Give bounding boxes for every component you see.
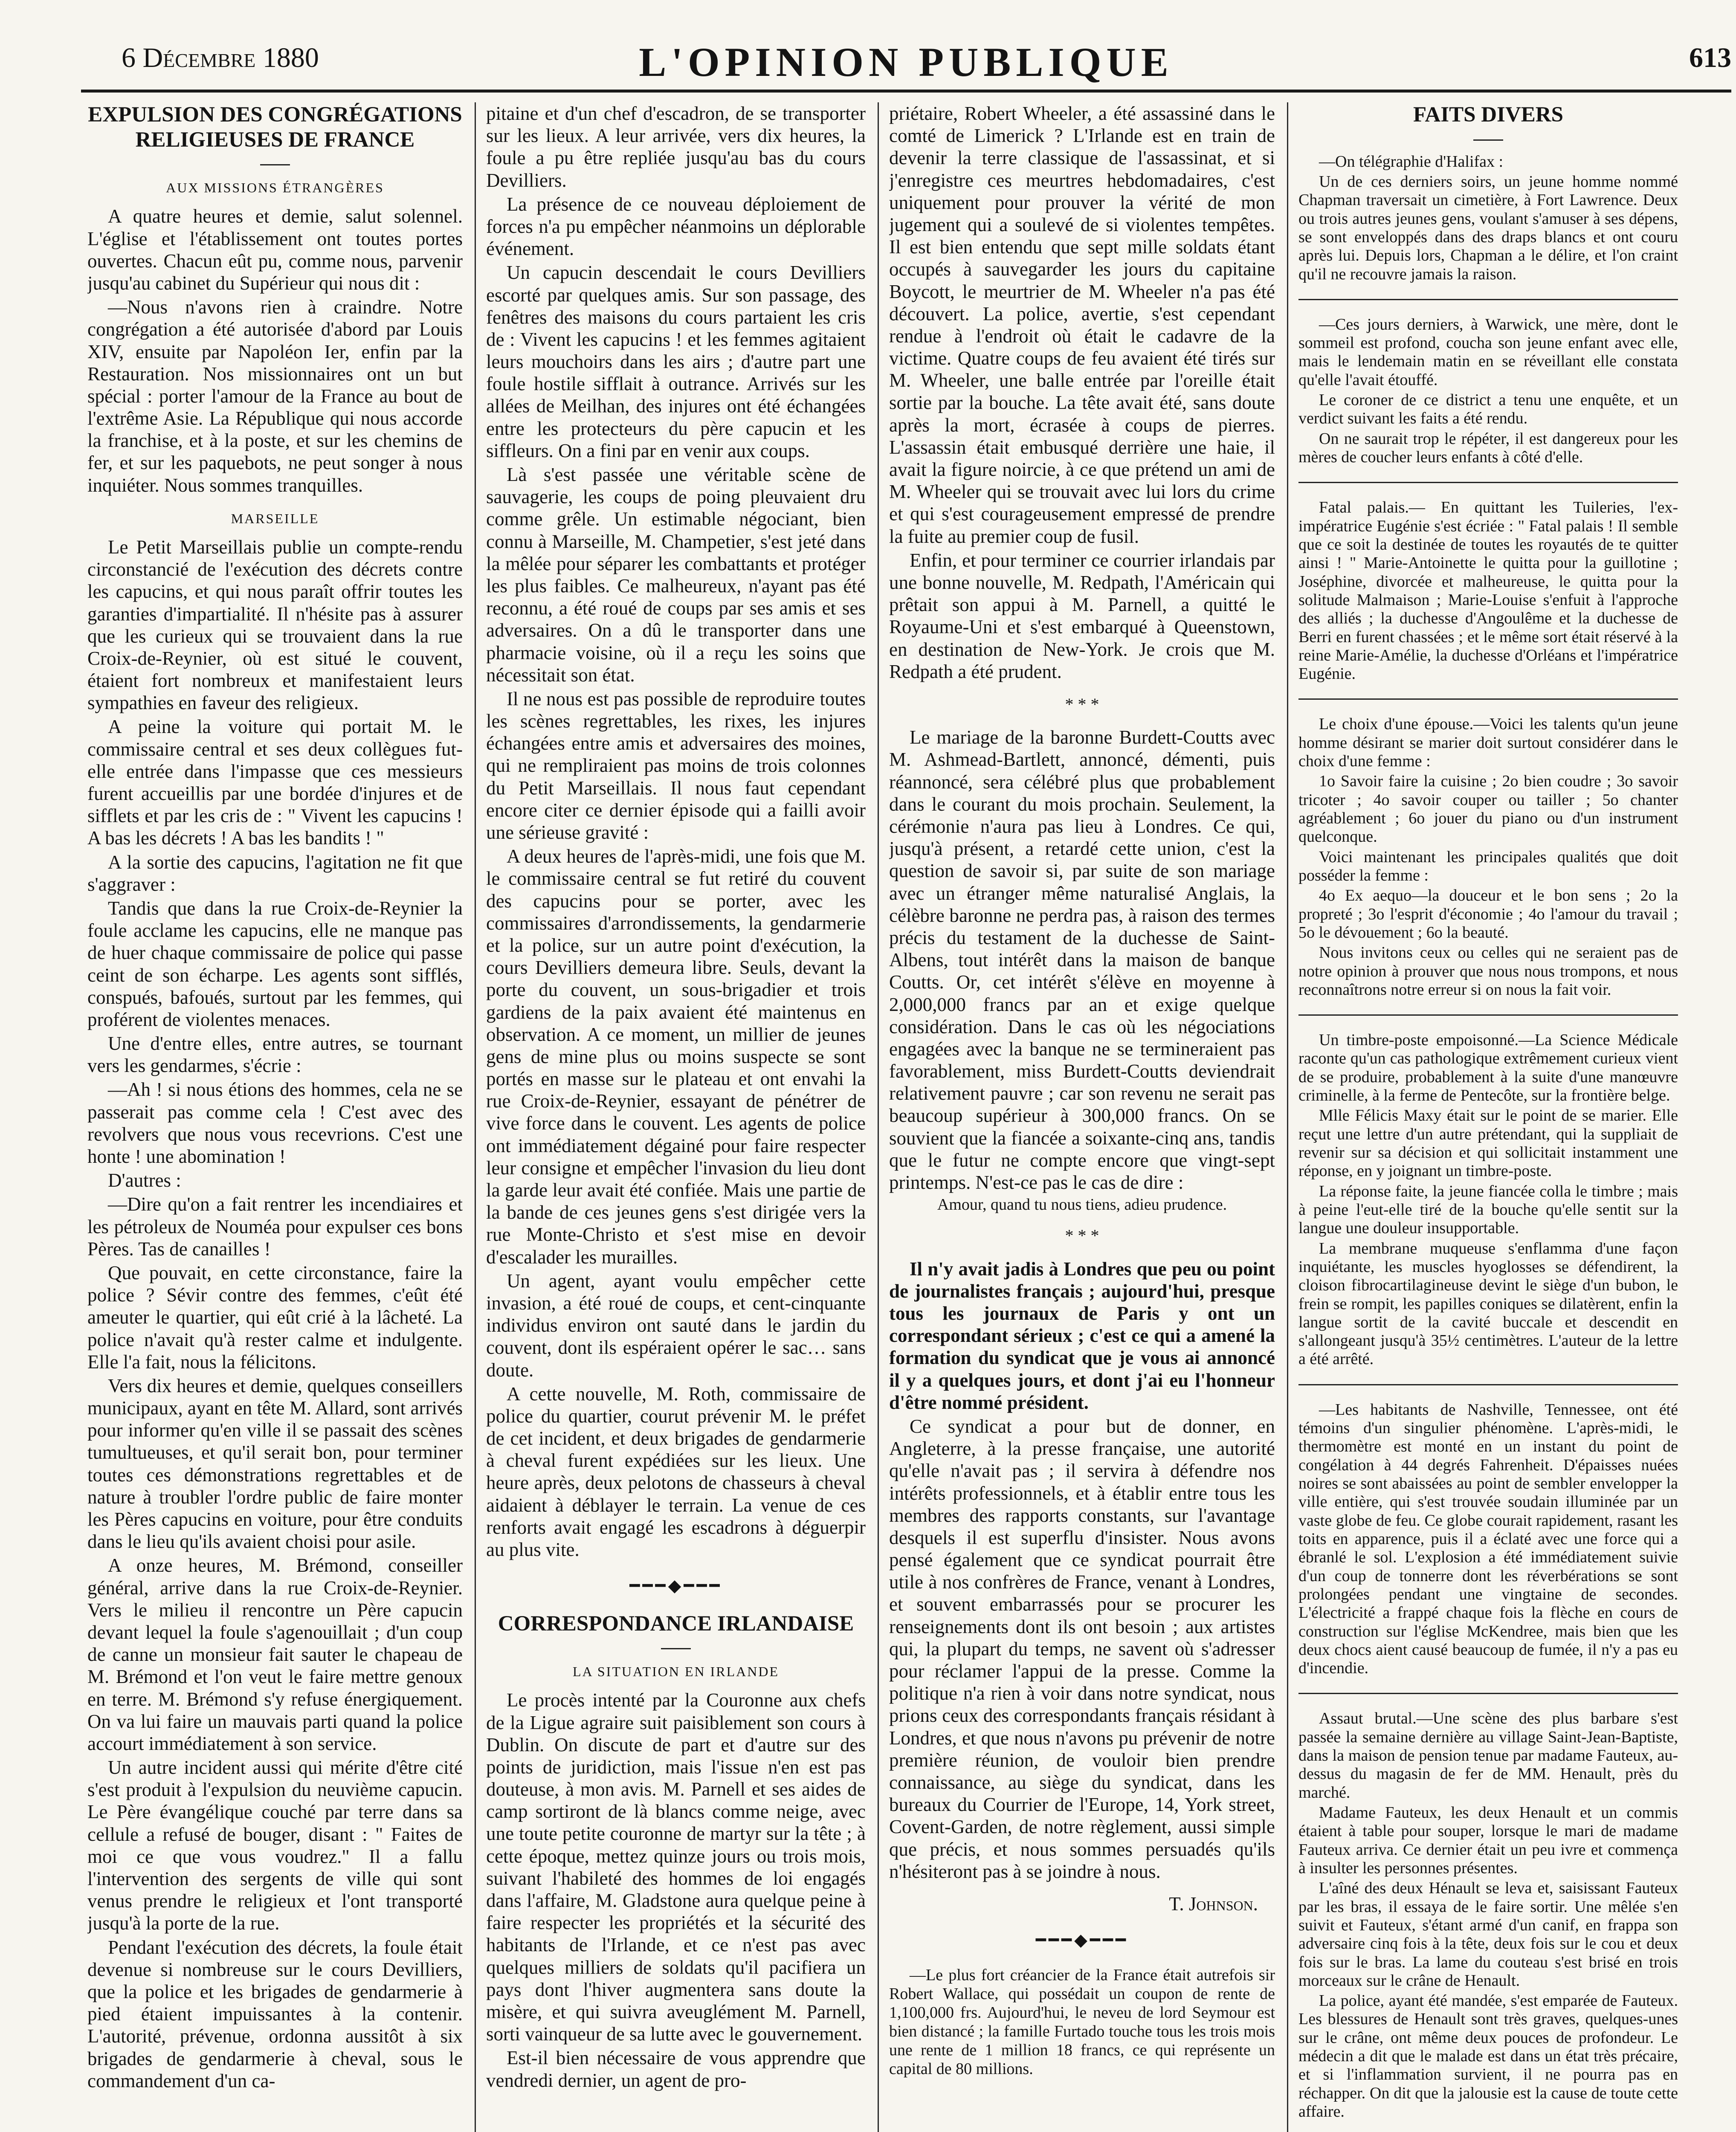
column-separator xyxy=(878,102,879,2132)
paragraph: —Le plus fort créancier de la France était autrefois sir Robert Wallace, qui possédait un coupon de rente de 1,100,000 frs. Aujourd'hui, le neveu de lord Seymour est bien distancé ; la famille Furtado touche tous les trois mois une rente de 1 million 18 francs, ce qui représente un capital de 80 millions. xyxy=(889,1966,1275,2078)
paragraph: Le mariage de la baronne Burdett-Coutts avec M. Ashmead-Bartlett, annoncé, démenti, puis réannoncé, sera célébré plus que probablement dans le courant du mois prochain. Seulement, la cérémonie n'aura pas lieu à Londres. Ce qui, jusqu'à présent, a retardé cette union, c'est la question de savoir si, par suite de son mariage avec un étranger même naturalisé Anglais, la célèbre baronne ne perdra pas, à raison des termes précis du testament de la duchesse de Saint-Albens, tout intérêt dans la maison de banque Coutts. Or, cet intérêt s'élève en moyenne à 2,000,000 francs par an et exige quelque considération. Dans le cas où les négociations engagées avec la banque ne se termineraient pas favorablement, miss Burdett-Coutts deviendrait relativement pauvre ; car son revenu ne serait pas beaucoup supérieur à 300,000 francs. On se souvient que la fiancée a soixante-cinq ans, tandis que le futur ne compte encore que vingt-sept printemps. N'est-ce pas le cas de dire : xyxy=(889,727,1275,1193)
paragraph: A peine la voiture qui portait M. le commissaire central et ses deux collègues fut-elle entrée dans l'impasse que ces messieurs furent accueillis par une bordée d'injures et de sifflets et par les cris de : " Vivent les capucins ! A bas les décrets ! A bas les bandits ! " xyxy=(87,716,463,849)
paragraph: Que pouvait, en cette circonstance, faire la police ? Sévir contre des femmes, c'eût été ameuter le quartier, qui eût crié à la lâcheté. La police n'avait qu'à rester calme et indulgente. Elle l'a fait, nous la félicitons. xyxy=(87,1262,463,1373)
paragraph: La réponse faite, la jeune fiancée colla le timbre ; mais à peine l'eut-elle tiré de la bouche qu'elle sentit sur la langue une douleur insupportable. xyxy=(1298,1182,1678,1237)
ornament-divider: ━━━◆━━━ xyxy=(1035,1930,1129,1950)
paragraph: A la sortie des capucins, l'agitation ne fit que s'aggraver : xyxy=(87,851,463,895)
column-1 xyxy=(87,102,463,2132)
paragraph: A onze heures, M. Brémond, conseiller général, arrive dans la rue Croix-de-Reynier. Vers le milieu il rencontre un Père capucin devant lequel la foule s'agenouillait ; d'un coup de canne un monsieur fait sauter le chapeau de M. Brémond et l'on veut le faire mettre genoux en terre. M. Brémond s'y refuse énergiquement. On va lui faire un mauvais parti quand la police accourt immédiatement à son service. xyxy=(87,1555,463,1754)
paragraph: Fatal palais.— En quittant les Tuileries, l'ex-impératrice Eugénie s'est écriée : " Fatal palais ! Il semble que ce soit la destinée de toutes les royautés de te quitter ainsi ! " Marie-Antoinette le quitta pour la guillotine ; Joséphine, divorcée et malheureuse, le quitta pour la solitude Malmaison ; Marie-Louise s'enfuit à l'approche des alliés ; la duchesse d'Angoulême et la duchesse de Berri en furent chassées ; et le même sort était réservé à la reine Marie-Amélie, la duchesse d'Orléans et l'impératrice Eugénie. xyxy=(1298,498,1678,683)
newspaper-title: L'OPINION PUBLIQUE xyxy=(639,39,1174,85)
paragraph: Un agent, ayant voulu empêcher cette invasion, a été roué de coups, et cent-cinquante individus environ ont sauté dans le jardin du couvent, dont ils espéraient opérer le sac… sans doute. xyxy=(486,1270,866,1381)
paragraph: pitaine et d'un chef d'escadron, de se transporter sur les lieux. A leur arrivée, vers dix heures, la foule a pu être repliée jusqu'au bas du cours Devilliers. xyxy=(486,103,866,191)
paragraph: La présence de ce nouveau déploiement de forces n'a pu empêcher néanmoins un déplorable événement. xyxy=(486,193,866,260)
paragraph: Un capucin descendait le cours Devilliers escorté par quelques amis. Sur son passage, des fenêtres des maisons du cours partaient les cris de : Vivent les capucins ! et les femmes agitaient leurs mouchoirs dans les airs ; d'autre part une foule hostile sifflait à outrance. Arrivés sur les allées de Meilhan, des injures ont été échangées entre les protecteurs du père capucin et les siffleurs. On a fini par en venir aux coups. xyxy=(486,262,866,461)
paragraph: Un autre incident aussi qui mérite d'être cité s'est produit à l'expulsion du neuvième capucin. Le Père évangélique couché par terre dans sa cellule a refusé de bouger, disant : " Faites de moi ce que vous voudrez." Il a fallu l'intervention des sergents de ville qui sont venus prendre le religieux et l'ont transporté jusqu'à la porte de la rue. xyxy=(87,1757,463,1934)
item-divider xyxy=(1298,482,1678,483)
paragraph: —Nous n'avons rien à craindre. Notre congrégation a été autorisée d'abord par Louis XIV, ensuite par Napoléon Ier, enfin par la Restauration. Nos missionnaires ont un but spécial : porter l'amour de la France au bout de l'extrême Asie. La République qui nous accorde la franchise, et à la poste, et sur les chemins de fer, et sur les paquebots, ne peut songer à nous inquiéter. Nous sommes tranquilles. xyxy=(87,296,463,496)
paragraph: 4o Ex aequo—la douceur et le bon sens ; 2o la propreté ; 3o l'esprit d'économie ; 4o l'amour du travail ; 5o le dévouement ; 6o la beauté. xyxy=(1298,886,1678,941)
paragraph: priétaire, Robert Wheeler, a été assassiné dans le comté de Limerick ? L'Irlande est en train de devenir la terre classique de l'assassinat, et si j'enregistre ces meurtres hebdomadaires, c'est uniquement pour prouver la vérité de mon jugement qui a soulevé de si violentes tempêtes. Il est bien entendu que sept mille soldats étant occupés à sauvegarder les jours du capitaine Boycott, le meurtrier de M. Wheeler n'a pas été découvert. La police, avertie, s'est cependant rendue à l'endroit où était le cadavre de la victime. Quatre coups de feu avaient été tirés sur M. Wheeler, une balle entrée par l'oreille était sortie par la bouche. La tête avait été, sans doute après la mort, écrasée à coups de pierres. L'assassin était embusqué derrière une haie, il avait la figure noircie, à ce que prétend un ami de M. Wheeler qui se trouvait avec lui lors du crime et qui s'est courageusement empressé de prendre la fuite au premier coup de fusil. xyxy=(889,103,1275,547)
paragraph: Une d'entre elles, entre autres, se tournant vers les gendarmes, s'écrie : xyxy=(87,1033,463,1077)
paragraph: La police, ayant été mandée, s'est emparée de Fauteux. Les blessures de Henault sont très graves, quelques-unes sur le crâne, ont même deux pouces de profondeur. Le médecin a dit que le malade est dans un état très précaire, et si l'inflammation survient, il ne pourra pas en réchapper. On dit que la jalousie est la cause de toute cette affaire. xyxy=(1298,1992,1678,2121)
short-rule xyxy=(1473,139,1503,141)
paragraph: Nous invitons ceux ou celles qui ne seraient pas de notre opinion à prouver que nous nous trompons, et nous reconnaîtrons notre erreur si on nous la fait voir. xyxy=(1298,944,1678,999)
paragraph: Ce syndicat a pour but de donner, en Angleterre, à la presse française, une autorité qu'elle n'avait pas ; il servira à défendre nos intérêts professionnels, et à établir entre tous les membres des rapports constants, sur l'avantage desquels il est superflu d'insister. Nous avons pensé également que ce syndicat pourrait être utile à nos confrères de France, venant à Londres, et souvent embarrassés pour se procurer les renseignements dont ils ont besoin ; aux artistes qui, la plupart du temps, ne savent où s'adresser pour réclamer l'appui de la presse. Comme la politique n'a rien à voir dans notre syndicat, nous prions ceux des correspondants français résidant à Londres, et que nous n'avons pu prévenir de notre première réunion, de vouloir bien prendre connaissance, au siège du syndicat, dans les bureaux du Courrier de l'Europe, 14, York street, Covent-Garden, de notre règlement, aussi simple que précis, et nous sommes persuadés qu'ils n'hésiteront pas à se joindre à nous. xyxy=(889,1415,1275,1882)
author-signature: T. Johnson. xyxy=(1169,1893,1258,1915)
paragraph: 1o Savoir faire la cuisine ; 2o bien coudre ; 3o savoir tricoter ; 4o savoir couper ou tailler ; 5o chanter agréablement ; 6o jouer du piano ou d'un instrument quelconque. xyxy=(1298,772,1678,846)
issue-date: 6 Décembre 1880 xyxy=(122,42,319,73)
asterism: * * * xyxy=(1065,694,1099,714)
column-4 xyxy=(1298,102,1678,2132)
section-subheading: MARSEILLE xyxy=(231,510,319,526)
item-divider xyxy=(1298,1014,1678,1016)
item-divider xyxy=(1298,1693,1678,1694)
section-subheading: AUX MISSIONS ÉTRANGÈRES xyxy=(166,180,384,196)
column-separator xyxy=(475,102,476,2132)
paragraph: Il n'y avait jadis à Londres que peu ou point de journalistes français ; aujourd'hui, presque tous les journaux de Paris y ont un correspondant sérieux ; c'est ce qui a amené la formation du syndicat que je vous ai annoncé il y a quelques jours, et dont j'ai eu l'honneur d'être nommé président. xyxy=(889,1258,1275,1413)
paragraph: —Ces jours derniers, à Warwick, une mère, dont le sommeil est profond, coucha son jeune enfant avec elle, mais le lendemain matin en se réveillant elle constata qu'elle l'avait étouffé. xyxy=(1298,315,1678,389)
paragraph: Le procès intenté par la Couronne aux chefs de la Ligue agraire suit paisiblement son cours à Dublin. On discute de part et d'autre sur des points de juridiction, mais l'issue n'en est pas douteuse, à mon avis. M. Parnell et ses aides de camp sortiront de là blancs comme neige, avec une toute petite couronne de martyr sur la tête ; à cette époque, mettez quinze jours ou trois mois, suivant l'habileté des hommes de loi engagés dans l'affaire, M. Gladstone aura quelque peine à faire respecter les propriétés et la sécurité des habitants de l'Irlande, et ce n'est pas avec quelques milliers de soldats qu'il pacifiera un pays dont l'hiver augmentera sans doute la misère, et qui suivra aveuglément M. Parnell, sorti vainqueur de sa lutte avec le gouvernement. xyxy=(486,1689,866,2045)
section-subheading: LA SITUATION EN IRLANDE xyxy=(572,1664,780,1680)
paragraph: Là s'est passée une véritable scène de sauvagerie, les coups de poing pleuvaient dru comme grêle. Un estimable négociant, bien connu à Marseille, M. Champetier, s'est jeté dans la mêlée pour séparer les combattants et protéger les plus faibles. Ce malheureux, n'ayant pas été reconnu, a été roué de coups par ses amis et ses adversaires. On a dû le transporter dans une pharmacie voisine, où il a reçu les soins que nécessitait son état. xyxy=(486,464,866,686)
short-rule xyxy=(661,1648,691,1649)
paragraph: Est-il bien nécessaire de vous apprendre que vendredi dernier, un agent de pro- xyxy=(486,2047,866,2091)
paragraph: Madame Fauteux, les deux Henault et un commis étaient à table pour souper, lorsque le mari de madame Fauteux arriva. Ce dernier était un peu ivre et commença à insulter les personnes présentes. xyxy=(1298,1804,1678,1877)
paragraph: Le choix d'une épouse.—Voici les talents qu'un jeune homme désirant se marier doit surtout considérer dans le choix d'une femme : xyxy=(1298,715,1678,771)
article-heading: FAITS DIVERS xyxy=(1413,103,1563,127)
page-number: 613 xyxy=(1689,42,1731,73)
paragraph: Mlle Félicis Maxy était sur le point de se marier. Elle reçut une lettre d'un autre prétendant, qui la suppliait de revenir sur sa décision et qui sollicitait instamment une réponse, en y joignant un timbre-poste. xyxy=(1298,1107,1678,1180)
paragraph: —Les habitants de Nashville, Tennessee, ont été témoins d'un singulier phénomène. L'après-midi, le thermomètre est monté en un instant du point de congélation à 44 degrés Fahrenheit. D'épaisses nuées noires se sont abaissées au point de sembler envelopper la ville entière, qui s'est trouvée soudain illuminée par un vaste globe de feu. Ce globe courait rapidement, rasant les toits en apparence, puis il a éclaté avec une force qui a ébranlé le sol. L'explosion a été immédiatement suivie d'un coup de tonnerre dont les réverbérations se sont prolongées pendant une vingtaine de secondes. L'électricité a frappé chaque fois la flèche en cours de construction sur l'église McKendree, mais bien que les deux chocs aient causé beaucoup de fumée, il n'y a pas eu d'incendie. xyxy=(1298,1400,1678,1677)
paragraph: Vers dix heures et demie, quelques conseillers municipaux, ayant en tête M. Allard, sont arrivés pour informer qu'en ville il se passait des scènes tumultueuses, et qu'il serait bon, pour terminer toutes ces démonstrations regrettables et de nature à troubler l'ordre public de faire monter les Pères capucins en voiture, pour être conduits dans le lieu qu'ils avaient choisi pour asile. xyxy=(87,1375,463,1553)
column-3 xyxy=(889,102,1275,2132)
paragraph: A deux heures de l'après-midi, une fois que M. le commissaire central se fut retiré du couvent des capucins pour se porter, avec les commissaires d'arrondissements, la gendarmerie et la police, sur un autre point d'exécution, la cours Devilliers demeura libre. Seuls, devant la porte du couvent, un sous-brigadier et trois gardiens de la paix avaient été maintenus en observation. A ce moment, un millier de jeunes gens de mine plus ou moins suspecte se sont portés en masse sur le plateau et ont envahi la rue Croix-de-Reynier, essayant de pénétrer de vive force dans le couvent. Les agents de police ont immédiatement dégainé pour faire respecter leur consigne et empêcher l'invasion du lieu dont la garde leur avait été confiée. Mais une partie de la bande de ces jeunes gens s'est dirigée vers la rue Monte-Christo et s'est mise en devoir d'escalader les murailles. xyxy=(486,846,866,1268)
masthead xyxy=(81,26,1731,93)
paragraph: Un de ces derniers soirs, un jeune homme nommé Chapman traversait un cimetière, à Fort Lawrence. Deux ou trois autres jeunes gens, voulant s'amuser à ses dépens, se sont enveloppés dans des draps blancs et ont couru après lui. Depuis lors, Chapman a le délire, et l'on craint qu'il ne recouvre jamais la raison. xyxy=(1298,172,1678,283)
paragraph: On ne saurait trop le répéter, il est dangereux pour les mères de coucher leurs enfants à côté d'elle. xyxy=(1298,429,1678,466)
paragraph: Pendant l'exécution des décrets, la foule était devenue si nombreuse sur le cours Devilliers, que la police et les brigades de gendarmerie à pied étaient impuissantes à la contenir. L'autorité, prévenue, ordonna aussitôt à six brigades de gendarmerie à cheval, sous le commandement d'un ca- xyxy=(87,1936,463,2091)
ornament-divider: ━━━◆━━━ xyxy=(629,1576,722,1596)
paragraph: A quatre heures et demie, salut solennel. L'église et l'établissement ont toutes portes ouvertes. Chacun eût pu, comme nous, parvenir jusqu'au cabinet du Supérieur qui nous dit : xyxy=(87,206,463,294)
paragraph: D'autres : xyxy=(108,1170,181,1191)
paragraph: Le Petit Marseillais publie un compte-rendu circonstancié de l'exécution des décrets contre les capucins, et qui nous paraît offrir toutes les garanties d'impartialité. Il n'hésite pas à assurer que les curieux qui se trouvaient dans la rue Croix-de-Reynier, où est situé le couvent, étaient fort nombreux et manifestaient leurs sympathies en faveur des religieux. xyxy=(87,536,463,714)
item-divider xyxy=(1298,299,1678,300)
paragraph: Voici maintenant les principales qualités que doit posséder la femme : xyxy=(1298,848,1678,884)
paragraph: Le coroner de ce district a tenu une enquête, et un verdict suivant les faits a été rendu. xyxy=(1298,391,1678,428)
column-separator xyxy=(1287,102,1288,2132)
article-heading: CORRESPONDANCE IRLANDAISE xyxy=(498,1611,854,1636)
column-2 xyxy=(486,102,866,2132)
paragraph: La membrane muqueuse s'enflamma d'une façon inquiétante, les muscles hyoglosses se défendirent, la cloison fibrocartilagineuse devint le siège d'un bubon, le frein se rompit, les papilles coniques se dilatèrent, enfin la langue sortit de la cavité buccale et descendit en s'allongeant jusqu'à 35½ centimètres. L'auteur de la lettre a été arrêté. xyxy=(1298,1239,1678,1368)
quotation: Amour, quand tu nous tiens, adieu prudence. xyxy=(937,1196,1227,1214)
item-divider xyxy=(1298,698,1678,700)
paragraph: —Dire qu'on a fait rentrer les incendiaires et les pétroleux de Nouméa pour expulser ces bons Pères. Tas de canailles ! xyxy=(87,1193,463,1260)
paragraph: Assaut brutal.—Une scène des plus barbare s'est passée la semaine dernière au village Saint-Jean-Baptiste, dans la maison de pension tenue par madame Fauteux, au-dessus du magasin de fer de MM. Henault, près du marché. xyxy=(1298,1709,1678,1802)
article-heading: EXPULSION DES CONGRÉGATIONS RELIGIEUSES DE FRANCE xyxy=(88,103,462,152)
short-rule xyxy=(260,164,290,165)
paragraph: Il ne nous est pas possible de reproduire toutes les scènes regrettables, les rixes, les injures échangées entre amis et adversaires des moines, qui ne rempliraient pas moins de trois colonnes du Petit Marseillais. Il nous faut cependant encore citer ce dernier épisode qui a failli avoir une sérieuse gravité : xyxy=(486,688,866,843)
paragraph: —On télégraphie d'Halifax : xyxy=(1319,152,1504,171)
paragraph: Enfin, et pour terminer ce courrier irlandais par une bonne nouvelle, M. Redpath, l'Américain qui prêtait son appui à M. Parnell, a quitté le Royaume-Uni et s'est embarqué à Queenstown, en destination de New-York. Je crois que M. Redpath a été prudent. xyxy=(889,549,1275,682)
paragraph: Tandis que dans la rue Croix-de-Reynier la foule acclame les capucins, elle ne manque pas de huer chaque commissaire de police qui passe ceint de son écharpe. Les agents sont sifflés, conspués, bafoués, surtout par les femmes, qui proférent de violentes menaces. xyxy=(87,897,463,1030)
asterism: * * * xyxy=(1065,1226,1099,1246)
paragraph: L'aîné des deux Hénault se leva et, saisissant Fauteux par les bras, il essaya de le faire sortir. Une mêlée s'en suivit et Fauteux, s'étant armé d'un canif, en frappa son adversaire cinq fois à la tête, deux fois sur le cou et deux fois sur le bras. La lame du couteau s'est brisé en trois morceaux sur le crâne de Henault. xyxy=(1298,1879,1678,1990)
paragraph: —Ah ! si nous étions des hommes, cela ne se passerait pas comme cela ! C'est avec des revolvers que nous vous recevrions. C'est une honte ! une abomination ! xyxy=(87,1079,463,1167)
paragraph: A cette nouvelle, M. Roth, commissaire de police du quartier, courut prévenir M. le préfet de cet incident, et deux brigades de gendarmerie à cheval furent expédiées sur les lieux. Une heure après, deux pelotons de chasseurs à cheval aidaient à déblayer le terrain. La venue de ces renforts avait engagé les escadrons à déguerpir au plus vite. xyxy=(486,1383,866,1560)
item-divider xyxy=(1298,1384,1678,1385)
paragraph: Un timbre-poste empoisonné.—La Science Médicale raconte qu'un cas pathologique extrêmement curieux vient de se produire, probablement à la suite d'une manœuvre criminelle, à la ferme de Pentecôte, sur la frontière belge. xyxy=(1298,1031,1678,1105)
